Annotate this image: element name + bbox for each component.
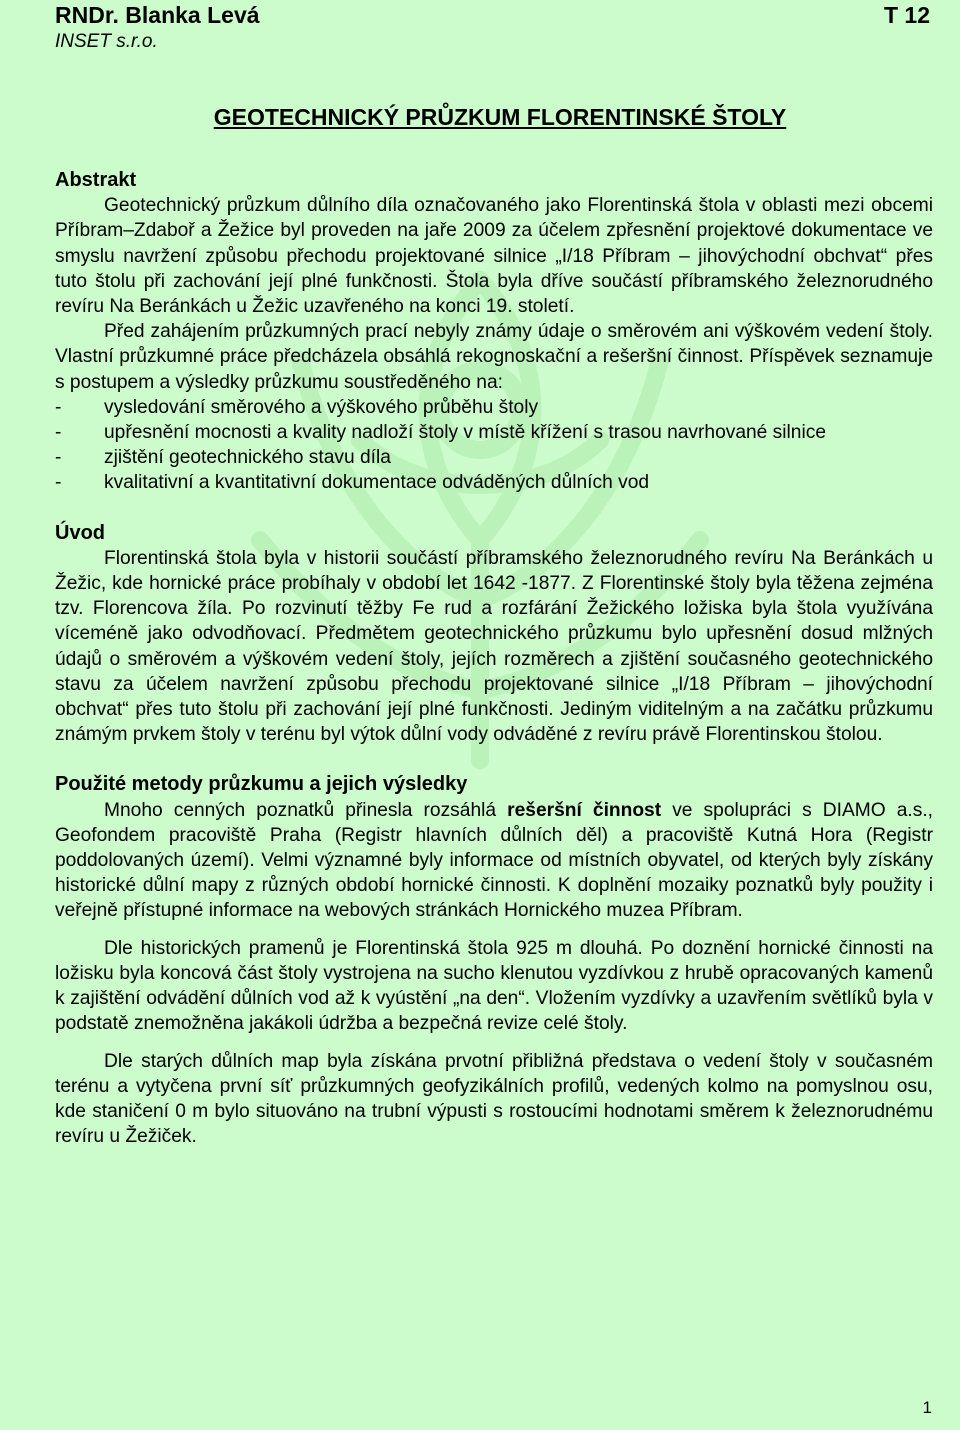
list-item <box>55 420 933 445</box>
page-number: 1 <box>922 1398 932 1417</box>
methods-paragraph-1 <box>55 798 933 924</box>
list-item-text: kvalitativní a kvantitativní dokumentace odváděných důlních vod <box>104 472 650 494</box>
abstract-paragraph-2: Před zahájením průzkumných prací nebyly známy údaje o směrovém ani výškovém vedení štoly. Vlastní průzkumné práce předcházela obsáhlá rekognoskační a rešeršní činnost. Příspěvek seznamuje s postupem a výsledky průzkumu soustředěného na: <box>55 321 933 393</box>
dash-icon: - <box>55 447 62 469</box>
document-body <box>55 168 933 1149</box>
dash-icon: - <box>55 472 62 494</box>
author-name: RNDr. Blanka Levá <box>55 2 260 28</box>
intro-heading: Úvod <box>55 521 105 544</box>
methods-paragraph-3: Dle starých důlních map byla získána prvotní přibližná představa o vedení štoly v současném terénu a vytyčena první síť průzkumných geofyzikálních profilů, vedených kolmo na pomyslnou osu, kde staničení 0 m bylo situováno na trubní výpusti s rostoucími hodnotami směrem k železnorudnému revíru u Žežiček. <box>55 1050 933 1148</box>
document-code: T 12 <box>883 2 930 28</box>
company-name: INSET s.r.o. <box>55 31 158 52</box>
abstract-paragraph-1: Geotechnický průzkum důlního díla označovaného jako Florentinská štola v oblasti mezi obcemi Příbram–Zdaboř a Žežice byl proveden na jaře 2009 za účelem zpřesnění projektové dokumentace ve smyslu navržení způsobu přechodu projektované silnice „I/18 Příbram – jihovýchodní obchvat“ přes tuto štolu při zachování její plné funkčnosti. Štola byla dříve součástí příbramského železnorudného revíru Na Beránkách u Žežic uzavřeného na konci 19. století. <box>55 195 933 318</box>
list-item <box>55 470 933 495</box>
list-item-text: vysledování směrového a výškového průběhu štoly <box>104 396 539 418</box>
focus-list <box>55 395 933 496</box>
methods-paragraph-2: Dle historických pramenů je Florentinská štola 925 m dlouhá. Po doznění hornické činnosti na ložisku byla koncová část štoly vystrojena na sucho klenutou vyzdívkou z hrubě opracovaných kamenů k zajištění odvádění důlních vod až k vyústění „na den“. Vložením vyzdívky a uzavřením světlíků byla v podstatě znemožněna jakákoli údržba a bezpečná revize celé štoly. <box>55 937 933 1035</box>
intro-paragraph: Florentinská štola byla v historii součástí příbramského železnorudného revíru Na Beránkách u Žežic, kde hornické práce probíhaly v období let 1642 -1877. Z Florentinské štoly byla těžena zejména tzv. Florencova žíla. Po rozvinutí těžby Fe rud a rozfárání Žežického ložiska byla štola využívána víceméně jako odvodňovací. Předmětem geotechnického průzkumu bylo upřesnění dosud mlžných údajů o směrovém a výškovém vedení štoly, jejích rozměrech a zjištění současného geotechnického stavu za účelem navržení způsobu přechodu projektované silnice „I/18 Příbram – jihovýchodní obchvat“ přes tuto štolu při zachování její plné funkčnosti. Jediným viditelným a na začátku průzkumu známým prvkem štoly v terénu byl výtok důlní vody odváděné z revíru právě Florentinskou štolou. <box>55 547 933 746</box>
list-item <box>55 445 933 470</box>
dash-icon: - <box>55 422 62 444</box>
methods-bold-text: rešeršní činnost <box>507 799 662 821</box>
abstract-heading: Abstrakt <box>55 169 137 191</box>
methods-text: ve spolupráci s DIAMO a.s., Geofondem pracoviště Praha (Registr hlavních důlních děl) a pracoviště Kutná Hora (Registr poddolovaných území). Velmi významné byly informace od místních obyvatel, od kterých byly získány historické důlní mapy z různých období hornické činnosti. K doplnění mozaiky poznatků byly použity i veřejně přístupné informace na webových stránkách Hornického muzea Příbram. <box>55 799 933 922</box>
list-item-text: upřesnění mocnosti a kvality nadloží štoly v místě křížení s trasou navrhované silnice <box>104 422 826 444</box>
methods-text: Mnoho cenných poznatků přinesla rozsáhlá <box>104 799 508 821</box>
list-item-text: zjištění geotechnického stavu díla <box>104 447 391 469</box>
dash-icon: - <box>55 396 62 418</box>
methods-heading: Použité metody průzkumu a jejich výsledky <box>55 773 468 796</box>
document-title: GEOTECHNICKÝ PRŮZKUM FLORENTINSKÉ ŠTOLY <box>213 104 787 130</box>
list-item <box>55 395 933 420</box>
